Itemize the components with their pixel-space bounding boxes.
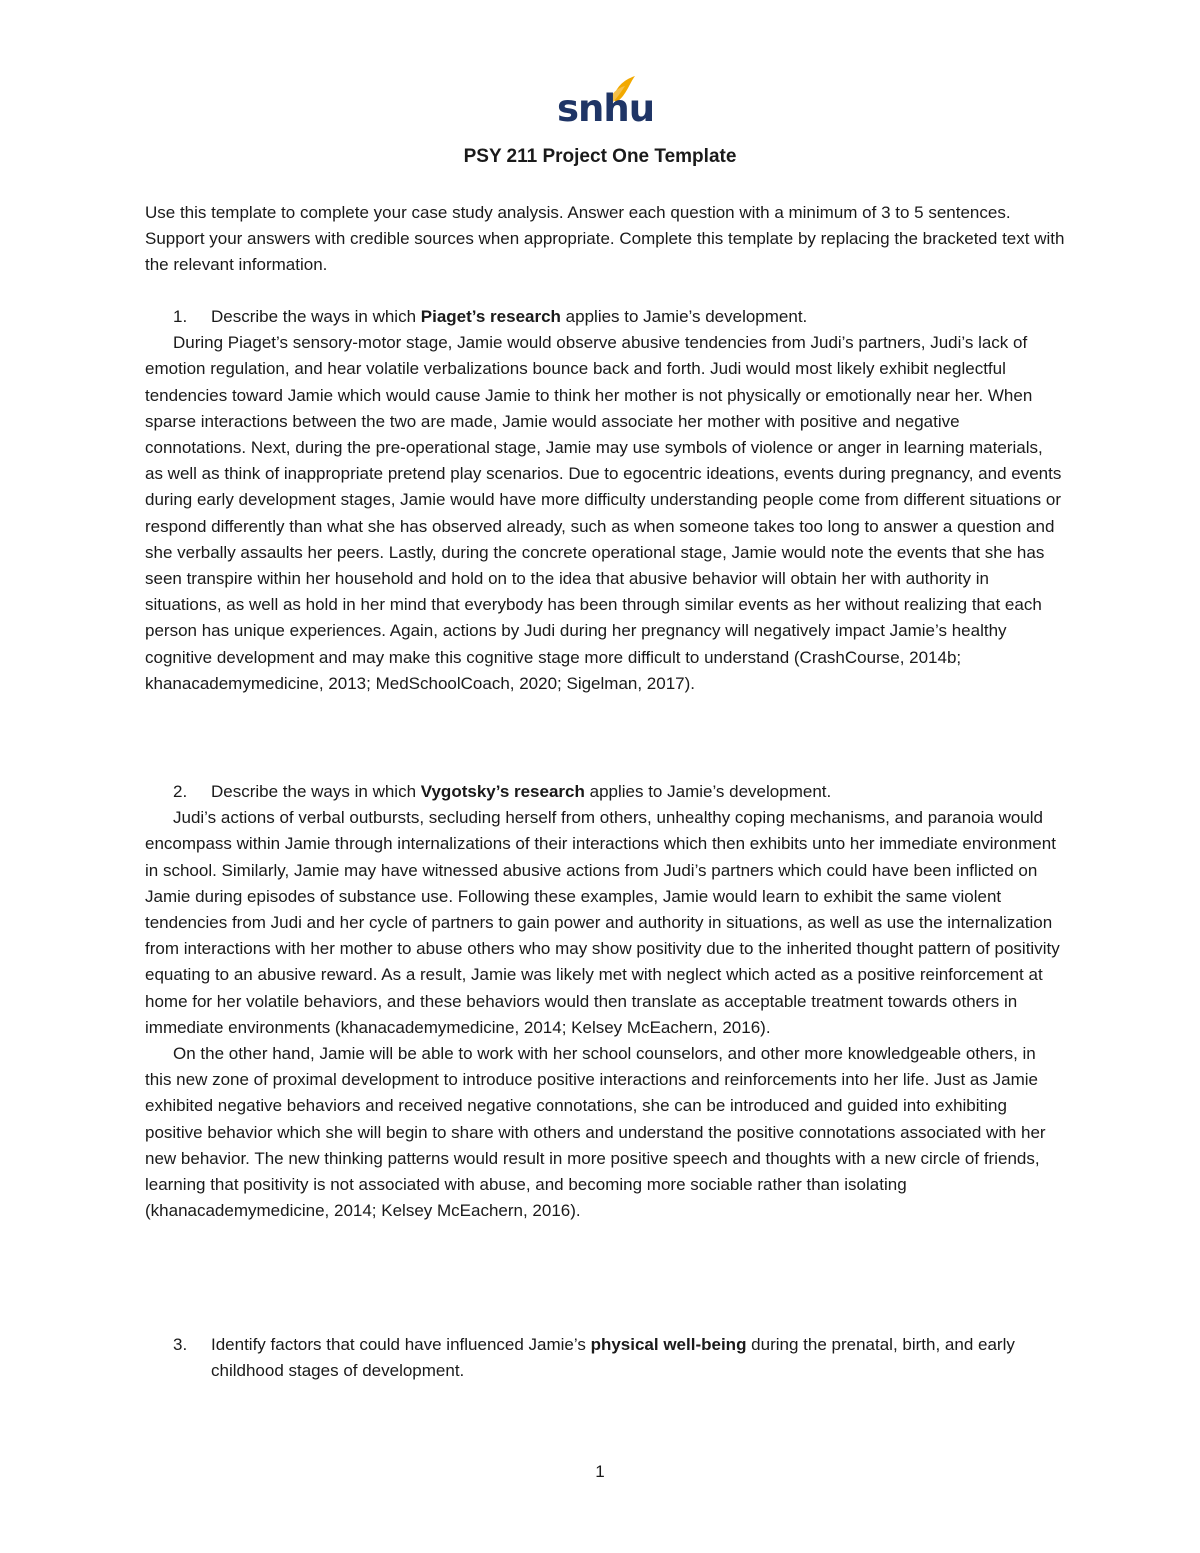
question-2-section xyxy=(145,779,1065,1224)
logo-text: snhu xyxy=(557,87,655,130)
question-suffix: during the prenatal, birth, and early childhood stages of development. xyxy=(211,1335,1015,1381)
question-prefix: Describe the ways in which xyxy=(211,782,421,801)
question-prefix: Identify factors that could have influenced Jamie’s xyxy=(211,1335,591,1354)
question-emphasis: Vygotsky’s research xyxy=(420,782,585,801)
intro-paragraph: Use this template to complete your case study analysis. Answer each question with a minimum of 3 to 5 sentences. Support your answers with credible sources when appropriate. Complete this template by replacing the bracketed text with the relevant information. xyxy=(145,203,1065,275)
question-number: 3. xyxy=(173,1335,188,1354)
page-title: PSY 211 Project One Template xyxy=(463,146,737,167)
answer-2-paragraph-2: On the other hand, Jamie will be able to work with her school counselors, and other more knowledgeable others, in this new zone of proximal development to introduce positive interactions and reinforcements into her life. Just as Jamie exhibited negative behaviors and received negative connotations, she can be introduced and guided into exhibiting positive behavior which she will begin to share with others and understand the positive connotations associated with her new behavior. The new thinking patterns would result in more positive speech and thoughts with a new circle of friends, learning that positivity is not associated with abuse, and becoming more sociable rather than isolating (khanacademymedicine, 2014; Kelsey McEachern, 2016). xyxy=(145,1044,1046,1221)
question-emphasis: Piaget’s research xyxy=(420,307,561,326)
question-1 xyxy=(145,304,1065,330)
question-text xyxy=(211,1332,1065,1384)
question-prefix: Describe the ways in which xyxy=(211,307,421,326)
question-3 xyxy=(145,1332,1065,1384)
snhu-logo xyxy=(557,74,655,132)
question-3-section xyxy=(145,1332,1065,1384)
answer-2-paragraph-1: Judi’s actions of verbal outbursts, secluding herself from others, unhealthy coping mechanisms, and paranoia would encompass within Jamie through internalizations of their interactions which then exhibits unto her immediate environment in school. Similarly, Jamie may have witnessed abusive actions from Judi’s partners which could have been inflicted on Jamie during episodes of substance use. Following these examples, Jamie would learn to exhibit the same violent tendencies from Judi and her cycle of partners to gain power and authority in situations, as well as use the internalization from interactions with her mother to abuse others who may show positivity due to the inherited thought pattern of positivity equating to an abusive reward. As a result, Jamie was likely met with neglect which acted as a positive reinforcement at home for her volatile behaviors, and these behaviors would then translate as acceptable treatment towards others in immediate environments (khanacademymedicine, 2014; Kelsey McEachern, 2016). xyxy=(145,808,1060,1037)
question-emphasis: physical well-being xyxy=(590,1335,747,1354)
question-suffix: applies to Jamie’s development. xyxy=(560,307,808,326)
question-suffix: applies to Jamie’s development. xyxy=(584,782,832,801)
question-text xyxy=(211,779,1065,805)
question-text xyxy=(211,304,1065,330)
question-2 xyxy=(145,779,1065,805)
question-1-section xyxy=(145,304,1065,697)
answer-1-paragraph: During Piaget’s sensory-motor stage, Jamie would observe abusive tendencies from Judi’s partners, Judi’s lack of emotion regulation, and hear volatile verbalizations bounce back and forth. Judi would most likely exhibit neglectful tendencies toward Jamie which would cause Jamie to think her mother is not physically or emotionally near her. When sparse interactions between the two are made, Jamie would associate her mother with positive and negative connotations. Next, during the pre-operational stage, Jamie may use symbols of violence or anger in learning materials, as well as think of inappropriate pretend play scenarios. Due to egocentric ideations, events during pregnancy, and events during early development stages, Jamie would have more difficulty understanding people come from different situations or respond differently than what she has observed already, such as when someone takes too long to answer a question and she verbally assaults her peers. Lastly, during the concrete operational stage, Jamie would note the events that she has seen transpire within her household and hold on to the idea that abusive behavior will obtain her with authority in situations, as well as hold in her mind that everybody has been through similar events as her without realizing that each person has unique experiences. Again, actions by Judi during her pregnancy will negatively impact Jamie’s healthy cognitive development and may make this cognitive stage more difficult to understand (CrashCourse, 2014b; khanacademymedicine, 2013; MedSchoolCoach, 2020; Sigelman, 2017). xyxy=(145,333,1062,693)
question-number: 2. xyxy=(173,782,188,801)
page-number: 1 xyxy=(595,1462,605,1481)
question-number: 1. xyxy=(173,307,188,326)
